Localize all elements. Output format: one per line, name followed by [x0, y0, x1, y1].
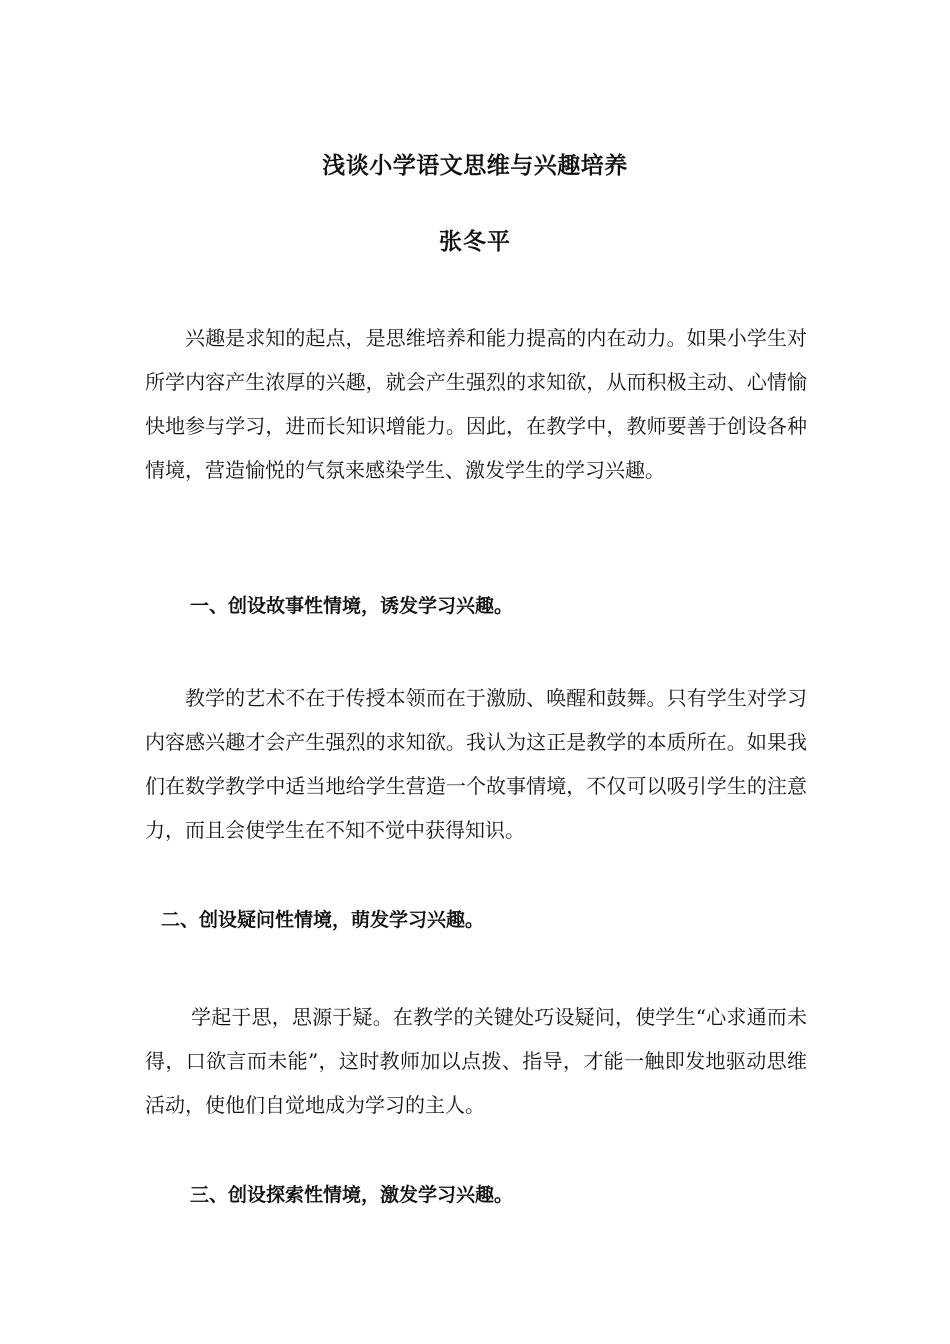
section-heading-3: 三、创设探索性情境，激发学习兴趣。 [190, 1184, 514, 1206]
section-heading-1: 一、创设故事性情境，诱发学习兴趣。 [190, 595, 514, 617]
section-heading-2: 二、创设疑问性情境，萌发学习兴趣。 [161, 909, 485, 931]
document-title: 浅谈小学语文思维与兴趣培养 [322, 153, 628, 180]
section-2-paragraph: 学起于思，思源于疑。在教学的关键处巧设疑问，使学生“心求通而未得，口欲言而未能”，这时教师加以点拨、指导，才能一触即发地驱动思维活动，使他们自觉地成为学习的主人。 [145, 1005, 807, 1117]
author-name: 张冬平 [439, 229, 511, 255]
intro-paragraph: 兴趣是求知的起点，是思维培养和能力提高的内在动力。如果小学生对所学内容产生浓厚的兴趣，就会产生强烈的求知欲，从而积极主动、心情愉快地参与学习，进而长知识增能力。因此，在教学中，教师要善于创设各种情境，营造愉悦的气氛来感染学生、激发学生的学习兴趣。 [145, 326, 807, 482]
section-1-paragraph: 教学的艺术不在于传授本领而在于激励、唤醒和鼓舞。只有学生对学习内容感兴趣才会产生强烈的求知欲。我认为这正是教学的本质所在。如果我们在数学教学中适当地给学生营造一个故事情境，不仅可以吸引学生的注意力，而且会使学生在不知不觉中获得知识。 [145, 686, 807, 842]
